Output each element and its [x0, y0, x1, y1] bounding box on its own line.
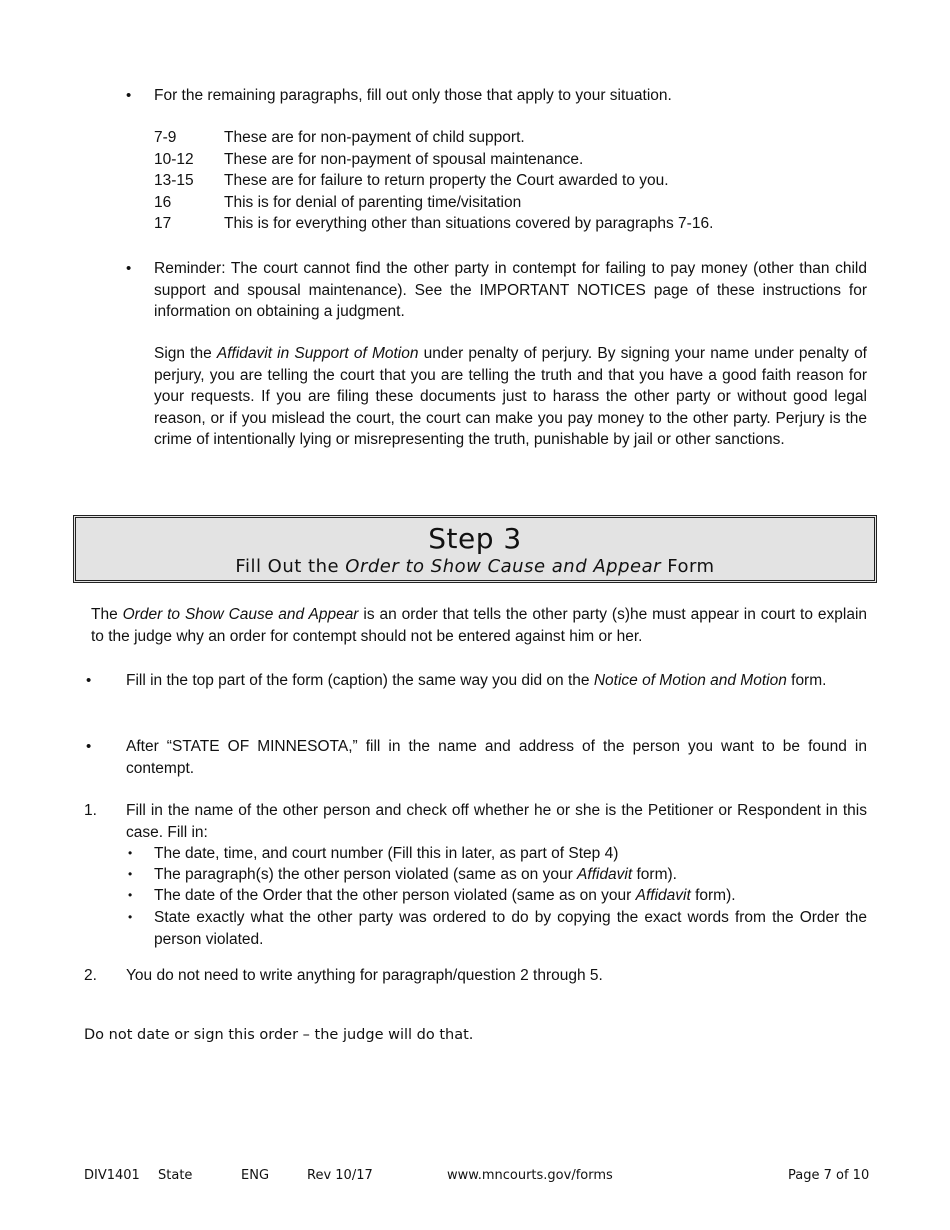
- bullet-dot: •: [128, 846, 133, 860]
- bullet-dot: •: [86, 738, 92, 755]
- bullet-state: After “STATE OF MINNESOTA,” fill in the name and address of the person you want to be found in contempt.: [126, 738, 867, 777]
- sign-affidavit-paragraph: [154, 343, 867, 451]
- paragraph-range: 17: [154, 215, 172, 232]
- text-run: Fill Out the: [235, 556, 346, 577]
- paragraph-range: 13-15: [154, 172, 194, 189]
- form-title: Order to Show Cause and Appear: [122, 606, 359, 623]
- paragraph-range: 7-9: [154, 129, 177, 146]
- sub-item-date: The date, time, and court number (Fill this in later, as part of Step 4): [154, 845, 619, 862]
- footer-revision: Rev 10/17: [307, 1168, 373, 1183]
- text-run: is an order that tells the other party (s)he must appear in court to explain to the judge why an order for contempt should not be entered against him or her.: [91, 606, 868, 645]
- text-run: Form: [661, 556, 715, 577]
- bullet-caption: [126, 670, 867, 692]
- bullet-dot: •: [86, 672, 92, 689]
- text-run: form).: [632, 866, 677, 883]
- text-run: The paragraph(s) the other person violated (same as on your: [154, 866, 578, 883]
- paragraph-description: These are for non-payment of spousal maintenance.: [224, 150, 584, 168]
- form-title: Affidavit: [577, 866, 633, 883]
- paragraph-range: 10-12: [154, 150, 194, 168]
- text-run: Fill in the top part of the form (caption) the same way you did on the: [126, 672, 594, 689]
- paragraph-range: 16: [154, 193, 172, 211]
- reminder-paragraph: Reminder: The court cannot find the other party in contempt for failing to pay money (other than child support and spousal maintenance). See the IMPORTANT NOTICES page of these instructions for information on obtaining a judgment.: [154, 260, 867, 320]
- form-title: Order to Show Cause and Appear: [345, 556, 662, 577]
- item-2-text: You do not need to write anything for paragraph/question 2 through 5.: [126, 967, 603, 984]
- step-header-box: [73, 515, 877, 583]
- bullet-remaining-paragraphs: For the remaining paragraphs, fill out only those that apply to your situation.: [154, 87, 672, 104]
- bullet-dot: •: [128, 888, 133, 902]
- text-run: under penalty of perjury. By signing your name under penalty of perjury, you are telling the court that you are telling the truth and that you have a good faith reason for your requests. If you are filing these documents just to harass the other party or without good legal reason, or if you mislead the court, the court can make you pay money to the other party. Perjury is the crime of intentionally lying or misrepresenting the truth, punishable by jail or other sanctions.: [154, 345, 867, 448]
- bullet-dot: •: [126, 87, 132, 104]
- paragraph-description: This is for denial of parenting time/visitation: [224, 193, 522, 211]
- item-1-text: Fill in the name of the other person and check off whether he or she is the Petitioner or Respondent in this case. Fill in:: [126, 802, 867, 841]
- item-number: 1.: [84, 802, 97, 819]
- footer-form-id: DIV1401: [84, 1168, 140, 1183]
- footer-url[interactable]: www.mncourts.gov/forms: [447, 1168, 613, 1183]
- bullet-dot: •: [128, 910, 133, 924]
- sub-item-paragraphs: [154, 864, 677, 886]
- intro-paragraph: [91, 604, 867, 647]
- footer-scope: State: [158, 1168, 193, 1183]
- do-not-sign-note: Do not date or sign this order – the judge will do that.: [84, 1027, 474, 1043]
- sub-item-order-date: [154, 885, 736, 907]
- item-number: 2.: [84, 967, 97, 984]
- text-run: The: [91, 606, 123, 623]
- footer-language: ENG: [241, 1168, 270, 1183]
- form-title: Notice of Motion and Motion: [593, 672, 787, 689]
- bullet-dot: •: [126, 260, 132, 277]
- paragraph-description: These are for non-payment of child support.: [224, 129, 525, 146]
- affidavit-title: Affidavit in Support of Motion: [216, 345, 419, 362]
- text-run: form.: [786, 672, 827, 689]
- text-run: The date of the Order that the other person violated (same as on your: [154, 887, 636, 904]
- text-run: Sign the: [154, 345, 217, 362]
- step-title: Step 3: [428, 522, 522, 555]
- text-run: form).: [690, 887, 736, 904]
- paragraph-description: This is for everything other than situations covered by paragraphs 7-16.: [224, 215, 714, 232]
- form-title: Affidavit: [635, 887, 691, 904]
- footer-page-number: Page 7 of 10: [788, 1168, 870, 1183]
- step-subtitle: [76, 556, 874, 577]
- paragraph-description: These are for failure to return property the Court awarded to you.: [224, 172, 669, 189]
- bullet-dot: •: [128, 867, 133, 881]
- sub-item-exact-words: State exactly what the other party was ordered to do by copying the exact words from the Order the person violated.: [154, 909, 867, 948]
